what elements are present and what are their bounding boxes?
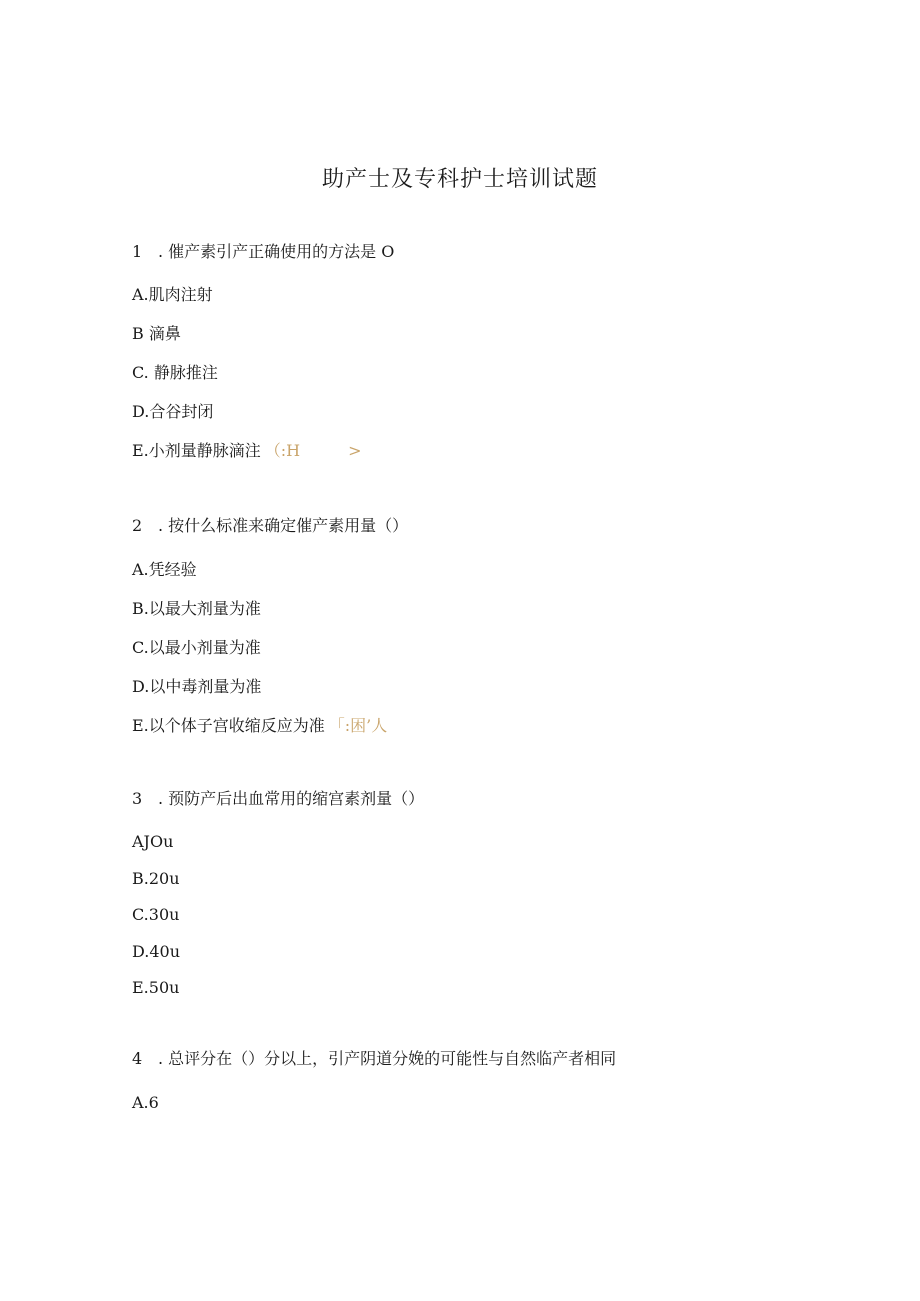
answer-annotation: （:H > [264,441,362,460]
q4-option-a: A.6 [132,1093,159,1112]
question-number: 3 [132,789,143,808]
question-number: 2 [132,516,143,535]
option-text: E.小剂量静脉滴注 [132,441,261,460]
question-text: . 总评分在（）分以上，引产阴道分娩的可能性与自然临产者相同 [158,1049,617,1068]
question-text: . 按什么标准来确定催产素用量（） [158,516,409,535]
question-2 [132,516,408,536]
q3-option-b: B.20u [132,869,180,888]
question-number: 4 [132,1049,143,1068]
question-1 [132,242,394,262]
q1-option-d: D.合谷封闭 [132,402,214,421]
answer-annotation: 「:困’人 [328,716,388,735]
question-3 [132,789,424,809]
page-title: 助产士及专科护士培训试题 [321,167,598,192]
q3-option-d: D.40u [132,942,181,961]
q2-option-d: D.以中毒剂量为准 [132,677,262,696]
question-text: . 催产素引产正确使用的方法是 O [158,242,395,261]
q3-option-c: C.30u [132,905,180,924]
q3-option-a: AJOu [132,832,174,851]
q1-option-c: C. 静脉推注 [132,363,218,382]
question-4 [132,1049,616,1069]
option-text: E.以个体子宫收缩反应为准 [132,716,325,735]
q1-option-a: A.肌肉注射 [132,285,213,304]
q3-option-e: E.50u [132,978,180,997]
question-text: . 预防产后出血常用的缩宫素剂量（） [158,789,425,808]
q2-option-b: B.以最大剂量为准 [132,599,261,618]
q1-option-b: B 滴鼻 [132,324,181,343]
q2-option-e [132,716,387,736]
question-number: 1 [132,242,143,261]
q2-option-c: C.以最小剂量为准 [132,638,261,657]
q2-option-a: A.凭经验 [132,560,197,579]
q1-option-e [132,441,362,461]
